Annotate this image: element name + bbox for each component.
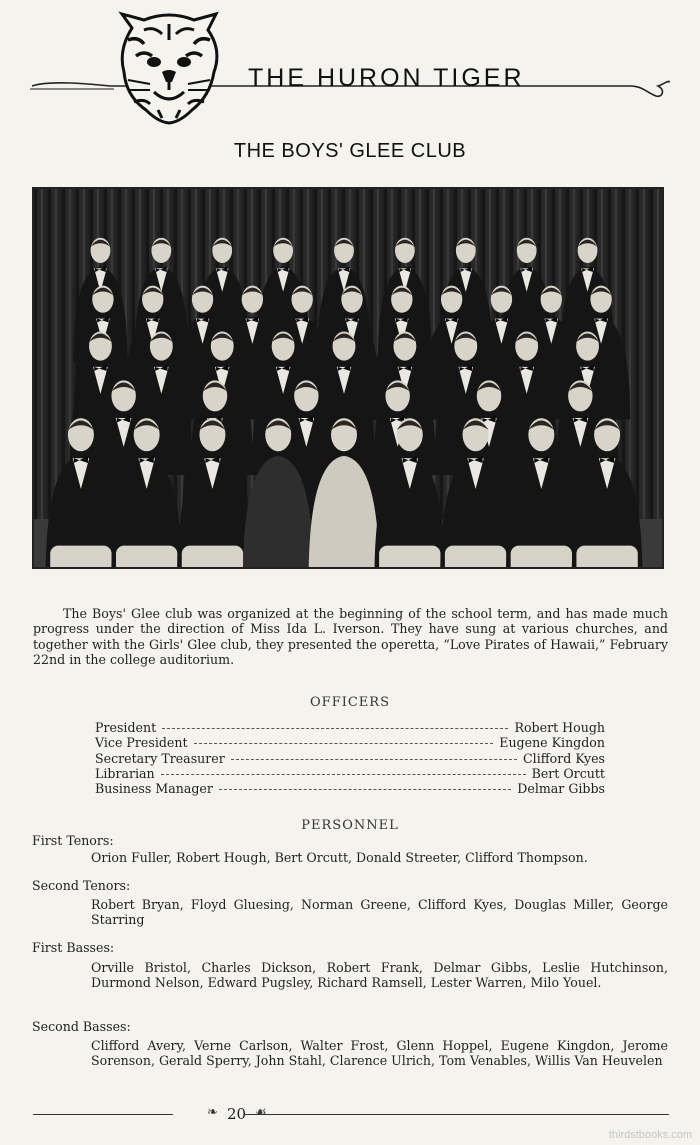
- group-label-first-basses: First Basses:: [32, 940, 115, 955]
- group-names-first-tenors: Orion Fuller, Robert Hough, Bert Orcutt, Donald Streeter, Clifford Thompson.: [91, 850, 588, 865]
- officer-row: [95, 766, 605, 781]
- group-names-second-tenors: Robert Bryan, Floyd Gluesing, Norman Greene, Clifford Kyes, Douglas Miller, George Starring: [91, 897, 668, 928]
- watermark: thirdstbooks.com: [608, 1129, 692, 1141]
- dotted-leader: [161, 774, 526, 775]
- officer-title: Business Manager: [95, 781, 213, 797]
- page-header: [30, 10, 670, 125]
- footer-rule-left: [33, 1114, 173, 1115]
- officer-name: Clifford Kyes: [523, 750, 605, 766]
- officer-row: [95, 720, 605, 735]
- club-description: The Boys' Glee club was organized at the beginning of the school term, and has made much progress under the direction of Miss Ida L. Iverson. They have sung at various churches, and together with the Girls' Glee club, they presented the operetta, “Love Pirates of Hawaii,” February 22nd in the college auditorium.: [33, 606, 668, 668]
- page-title: THE BOYS' GLEE CLUB: [233, 140, 467, 162]
- footer-rule-right: [245, 1114, 669, 1115]
- dotted-leader: [231, 759, 517, 760]
- fleuron-left-icon: ❧: [207, 1105, 218, 1120]
- page-footer: [33, 1102, 669, 1126]
- officer-title: Vice President: [95, 735, 188, 751]
- publication-title: THE HURON TIGER: [248, 64, 525, 92]
- personnel-heading: PERSONNEL: [301, 818, 399, 833]
- officer-name: Delmar Gibbs: [517, 781, 605, 797]
- dotted-leader: [194, 743, 494, 744]
- officer-row: [95, 781, 605, 796]
- group-names-first-basses: Orville Bristol, Charles Dickson, Robert Frank, Delmar Gibbs, Leslie Hutchinson, Durmond Nelson, Edward Pugsley, Richard Ramsell, Lester Warren, Milo Youel.: [91, 960, 668, 991]
- officers-heading: OFFICERS: [310, 695, 390, 710]
- fleuron-right-icon: ☙: [255, 1105, 267, 1120]
- officer-row: [95, 735, 605, 750]
- dotted-leader: [219, 789, 511, 790]
- group-label-second-basses: Second Basses:: [32, 1019, 131, 1034]
- officer-name: Robert Hough: [514, 720, 605, 735]
- group-photo: [34, 189, 662, 567]
- officers-list: [95, 720, 605, 796]
- glee-club-photo: [32, 187, 664, 569]
- officer-name: Eugene Kingdon: [499, 735, 605, 751]
- officer-title: Secretary Treasurer: [95, 750, 225, 766]
- officer-title: Librarian: [95, 765, 155, 781]
- group-label-first-tenors: First Tenors:: [32, 833, 114, 848]
- officer-title: President: [95, 720, 157, 735]
- officer-row: [95, 751, 605, 766]
- page-number: 20: [227, 1105, 247, 1123]
- group-names-second-basses: Clifford Avery, Verne Carlson, Walter Frost, Glenn Hoppel, Eugene Kingdon, Jerome Sorenson, Gerald Sperry, John Stahl, Clarence Ulrich, Tom Venables, Willis Van Heuvelen: [91, 1038, 668, 1069]
- officer-name: Bert Orcutt: [531, 765, 605, 781]
- dotted-leader: [162, 728, 508, 729]
- group-label-second-tenors: Second Tenors:: [32, 878, 131, 893]
- tiger-head-icon: [114, 10, 224, 125]
